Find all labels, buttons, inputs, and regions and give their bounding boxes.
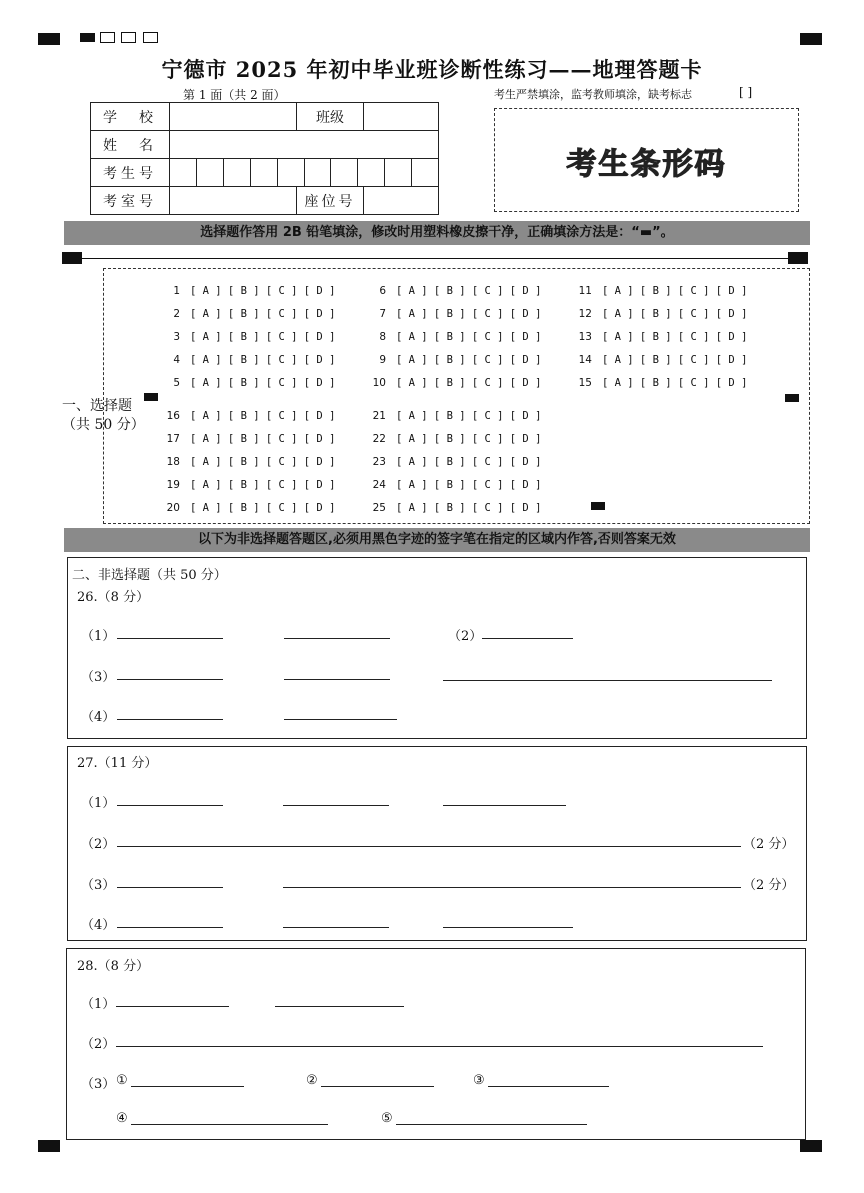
registration-mark: [100, 32, 115, 43]
mc-question[interactable]: 20 [ A ] [ B ] [ C ] [ D ]: [166, 502, 336, 514]
q28-circle-4: ④: [116, 1111, 128, 1126]
q26-answer-line[interactable]: [284, 679, 390, 680]
mc-question[interactable]: 11 [ A ] [ B ] [ C ] [ D ]: [578, 285, 748, 297]
q27-answer-line[interactable]: [443, 805, 566, 806]
question-26-box: [67, 557, 807, 739]
mc-question[interactable]: 3 [ A ] [ B ] [ C ] [ D ]: [173, 331, 336, 343]
q27-answer-line[interactable]: [443, 927, 573, 928]
q28-circle-3: ③: [473, 1073, 485, 1088]
registration-mark: [62, 252, 82, 264]
q27-part-1-label: （1）: [81, 796, 116, 811]
registration-mark: [800, 1140, 822, 1152]
q26-part-4-label: （4）: [81, 710, 116, 725]
free-response-banner: 以下为非选择题答题区,必须用黑色字迹的签字笔在指定的区域内作答,否则答案无效: [64, 528, 810, 552]
q27-answer-line[interactable]: [283, 927, 389, 928]
q28-part-3-label: （3）: [81, 1077, 116, 1092]
registration-mark: [800, 33, 822, 45]
mc-question[interactable]: 9 [ A ] [ B ] [ C ] [ D ]: [379, 354, 542, 366]
question-27-box: [67, 746, 807, 941]
registration-mark: [38, 1140, 60, 1152]
q28-part-1-label: （1）: [81, 997, 116, 1012]
q27-answer-line[interactable]: [283, 887, 741, 888]
mc-question[interactable]: 10 [ A ] [ B ] [ C ] [ D ]: [372, 377, 542, 389]
q27-part-2-label: （2）: [81, 837, 116, 852]
q26-part-1-label: （1）: [81, 629, 116, 644]
q26-answer-line[interactable]: [482, 638, 573, 639]
mc-question[interactable]: 7 [ A ] [ B ] [ C ] [ D ]: [379, 308, 542, 320]
name-field[interactable]: [170, 131, 439, 159]
room-field[interactable]: [170, 187, 297, 215]
mc-section-label: 一、选择题: [62, 398, 132, 414]
mc-question[interactable]: 21 [ A ] [ B ] [ C ] [ D ]: [372, 410, 542, 422]
q26-answer-line[interactable]: [117, 719, 223, 720]
q28-part-2-label: （2）: [81, 1037, 116, 1052]
q27-part-3-points: （2 分）: [743, 878, 795, 893]
q26-answer-line[interactable]: [117, 679, 223, 680]
q28-answer-line[interactable]: [275, 1006, 404, 1007]
exam-no-label: 考生号: [91, 159, 170, 187]
absent-notice: 考生严禁填涂，监考教师填涂，缺考标志: [494, 88, 692, 101]
q26-title: 26.（8 分）: [77, 590, 150, 605]
barcode-area: [494, 108, 799, 212]
q27-answer-line[interactable]: [117, 805, 223, 806]
divider: [82, 258, 788, 259]
mc-question[interactable]: 17 [ A ] [ B ] [ C ] [ D ]: [166, 433, 336, 445]
room-label: 考室号: [91, 187, 170, 215]
q28-circle-1: ①: [116, 1073, 128, 1088]
q27-title: 27.（11 分）: [77, 756, 158, 771]
q26-part-2-label: （2）: [448, 629, 483, 644]
q27-answer-line[interactable]: [117, 846, 741, 847]
mc-question[interactable]: 13 [ A ] [ B ] [ C ] [ D ]: [578, 331, 748, 343]
q26-answer-line[interactable]: [117, 638, 223, 639]
registration-mark: [144, 393, 158, 401]
q27-answer-line[interactable]: [117, 927, 223, 928]
page-title: 宁德市 2025 年初中毕业班诊断性练习——地理答题卡: [161, 57, 703, 82]
q26-answer-line[interactable]: [284, 719, 397, 720]
mc-question[interactable]: 19 [ A ] [ B ] [ C ] [ D ]: [166, 479, 336, 491]
mc-question[interactable]: 2 [ A ] [ B ] [ C ] [ D ]: [173, 308, 336, 320]
free-section-title: 二、非选择题（共 50 分）: [72, 568, 227, 583]
class-field[interactable]: [364, 103, 439, 131]
mc-question[interactable]: 18 [ A ] [ B ] [ C ] [ D ]: [166, 456, 336, 468]
q27-answer-line[interactable]: [283, 805, 389, 806]
q27-part-2-points: （2 分）: [743, 837, 795, 852]
mc-question[interactable]: 16 [ A ] [ B ] [ C ] [ D ]: [166, 410, 336, 422]
q26-answer-line[interactable]: [443, 680, 772, 681]
mc-question[interactable]: 4 [ A ] [ B ] [ C ] [ D ]: [173, 354, 336, 366]
class-label: 班级: [297, 103, 364, 131]
mc-section-points: （共 50 分）: [62, 417, 145, 433]
barcode-label: 考生条形码: [566, 147, 727, 182]
page-info: 第 1 面（共 2 面）: [183, 88, 286, 102]
registration-mark: [38, 33, 60, 45]
q28-answer-line[interactable]: [396, 1124, 587, 1125]
q28-answer-line[interactable]: [131, 1124, 328, 1125]
seat-label: 座位号: [297, 187, 364, 215]
school-label: 学 校: [91, 103, 170, 131]
mc-question[interactable]: 1 [ A ] [ B ] [ C ] [ D ]: [173, 285, 336, 297]
mc-instruction-banner: 选择题作答用 2B 铅笔填涂，修改时用塑料橡皮擦干净，正确填涂方法是：“▬”。: [64, 221, 810, 245]
mc-question[interactable]: 15 [ A ] [ B ] [ C ] [ D ]: [578, 377, 748, 389]
student-info-table: [90, 102, 439, 215]
registration-mark: [785, 394, 799, 402]
mc-question[interactable]: 8 [ A ] [ B ] [ C ] [ D ]: [379, 331, 542, 343]
registration-mark: [143, 32, 158, 43]
q28-answer-line[interactable]: [131, 1086, 244, 1087]
q28-circle-2: ②: [306, 1073, 318, 1088]
q28-answer-line[interactable]: [116, 1006, 229, 1007]
absent-checkbox[interactable]: [ ]: [739, 85, 753, 99]
seat-field[interactable]: [364, 187, 439, 215]
q27-part-3-label: （3）: [81, 878, 116, 893]
mc-question[interactable]: 5 [ A ] [ B ] [ C ] [ D ]: [173, 377, 336, 389]
mc-question[interactable]: 23 [ A ] [ B ] [ C ] [ D ]: [372, 456, 542, 468]
question-28-box: [66, 948, 806, 1140]
q26-answer-line[interactable]: [284, 638, 390, 639]
mc-question[interactable]: 22 [ A ] [ B ] [ C ] [ D ]: [372, 433, 542, 445]
registration-mark: [591, 502, 605, 510]
name-label: 姓 名: [91, 131, 170, 159]
q26-part-3-label: （3）: [81, 670, 116, 685]
q27-answer-line[interactable]: [117, 887, 223, 888]
mc-question[interactable]: 14 [ A ] [ B ] [ C ] [ D ]: [578, 354, 748, 366]
mc-question[interactable]: 25 [ A ] [ B ] [ C ] [ D ]: [372, 502, 542, 514]
mc-question[interactable]: 6 [ A ] [ B ] [ C ] [ D ]: [379, 285, 542, 297]
exam-no-field[interactable]: [170, 159, 439, 187]
q28-answer-line[interactable]: [116, 1046, 763, 1047]
q28-circle-5: ⑤: [381, 1111, 393, 1126]
q27-part-4-label: （4）: [81, 918, 116, 933]
q28-title: 28.（8 分）: [77, 959, 150, 974]
registration-mark: [80, 33, 95, 42]
registration-mark: [121, 32, 136, 43]
registration-mark: [788, 252, 808, 264]
mc-question[interactable]: 24 [ A ] [ B ] [ C ] [ D ]: [372, 479, 542, 491]
q28-answer-line[interactable]: [488, 1086, 609, 1087]
mc-question[interactable]: 12 [ A ] [ B ] [ C ] [ D ]: [578, 308, 748, 320]
q28-answer-line[interactable]: [321, 1086, 434, 1087]
school-field[interactable]: [170, 103, 297, 131]
